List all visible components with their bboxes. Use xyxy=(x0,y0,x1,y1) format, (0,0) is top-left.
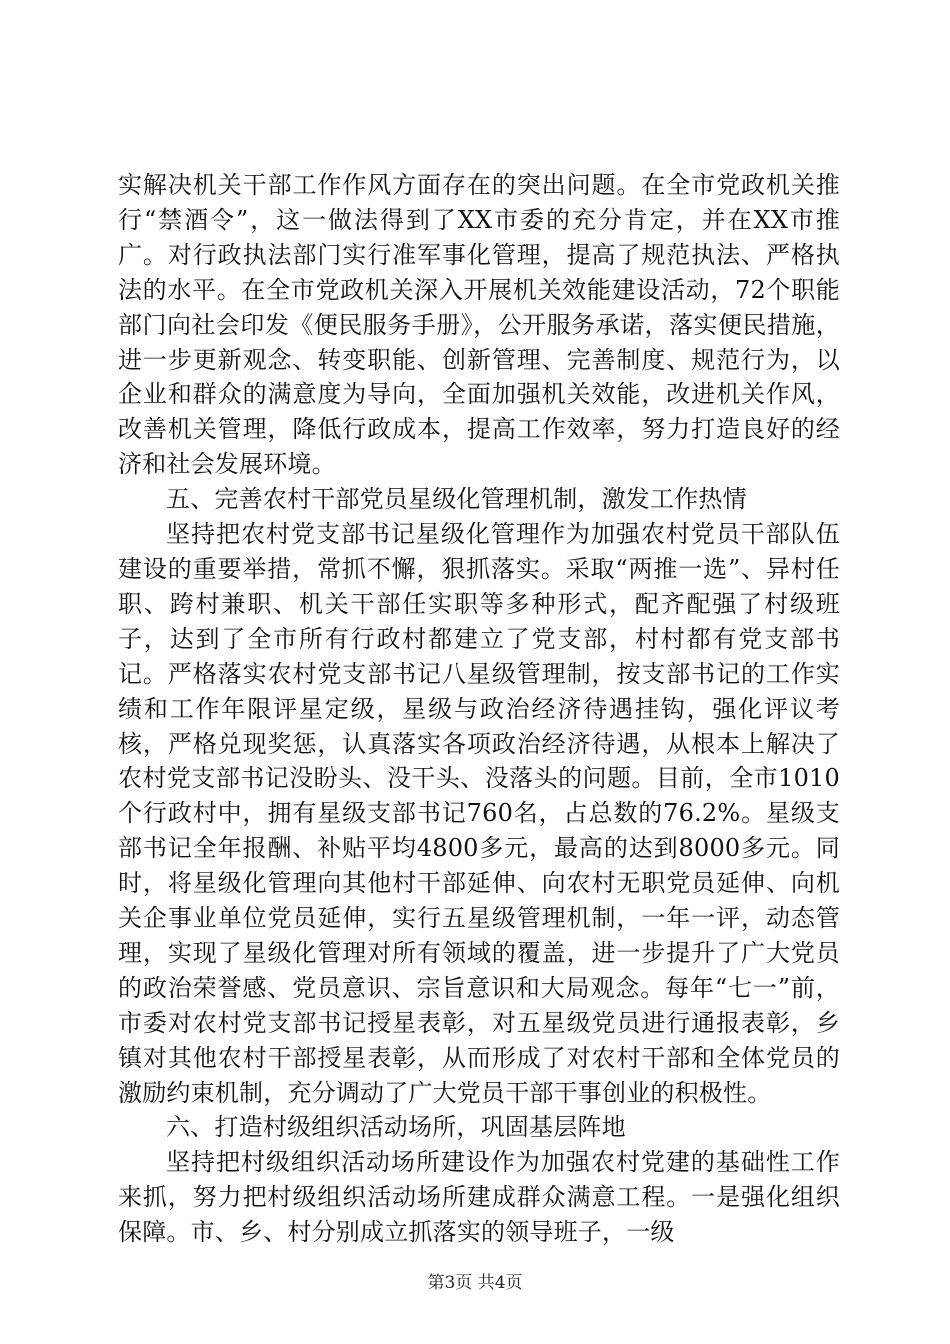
section-heading-6: 六、打造村级组织活动场所，巩固基层阵地 xyxy=(166,1113,626,1142)
page-footer xyxy=(0,1268,950,1293)
body-paragraph-1: 实解决机关干部工作作风方面存在的突出问题。在全市党政机关推行“禁酒令”，这一做法得到了XX市委的充分肯定，并在XX市推广。对行政执法部门实行准军事化管理，提高了规范执法、严格执法的水平。在全市党政机关深入开展机关效能建设活动，72个职能部门向社会印发《便民服务手册》，公开服务承诺，落实便民措施，进一步更新观念、转变职能、创新管理、完善制度、规范行为，以企业和群众的满意度为导向，全面加强机关效能，改进机关作风，改善机关管理，降低行政成本，提高工作效率，努力打造良好的经济和社会发展环境。 xyxy=(118,171,840,479)
page-number-label: 第3页 共4页 xyxy=(427,1273,523,1293)
section-heading-5: 五、完善农村干部党员星级化管理机制，激发工作热情 xyxy=(166,485,747,514)
body-paragraph-2: 坚持把农村党支部书记星级化管理作为加强农村党员干部队伍建设的重要举措，常抓不懈，狠抓落实。采取“两推一选”、异村任职、跨村兼职、机关干部任实职等多种形式，配齐配强了村级班子，达到了全市所有行政村都建立了党支部，村村都有党支部书记。严格落实农村党支部书记八星级管理制，按支部书记的工作实绩和工作年限评星定级，星级与政治经济待遇挂钩，强化评议考核，严格兑现奖惩，认真落实各项政治经济待遇，从根本上解决了农村党支部书记没盼头、没干头、没落头的问题。目前，全市1010个行政村中，拥有星级支部书记760名，占总数的76.2%。星级支部书记全年报酬、补贴平均4800多元，最高的达到8000多元。同时，将星级化管理向其他村干部延伸、向农村无职党员延伸、向机关企事业单位党员延伸，实行五星级管理机制，一年一评，动态管理，实现了星级化管理对所有领域的覆盖，进一步提升了广大党员的政治荣誉感、党员意识、宗旨意识和大局观念。每年“七一”前，市委对农村党支部书记授星表彰，对五星级党员进行通报表彰，乡镇对其他农村干部授星表彰，从而形成了对农村干部和全体党员的激励约束机制，充分调动了广大党员干部干事创业的积极性。 xyxy=(118,520,840,1107)
body-paragraph-3: 坚持把村级组织活动场所建设作为加强农村党建的基础性工作来抓，努力把村级组织活动场所建成群众满意工程。一是强化组织保障。市、乡、村分别成立抓落实的领导班子，一级 xyxy=(118,1148,840,1247)
document-body xyxy=(118,168,840,1250)
